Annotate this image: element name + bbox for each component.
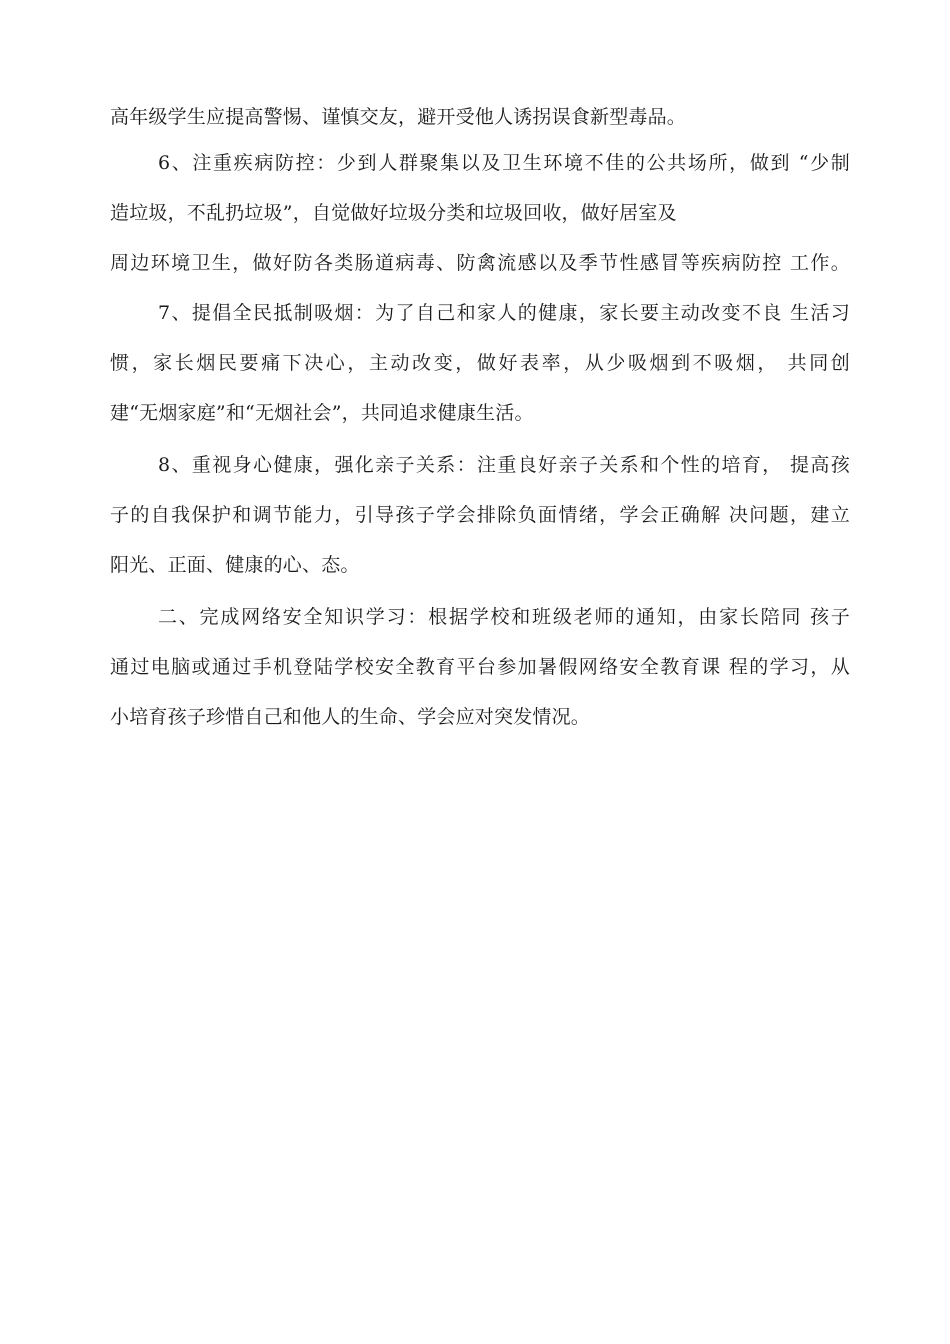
text-line-2: 6、注重疾病防控：少到人群聚集以及卫生环境不佳的公共场所，做到 “少制 <box>158 152 850 174</box>
text-line-6: 惯，家长烟民要痛下决心，主动改变，做好表率，从少吸烟到不吸烟， 共同创 <box>110 352 850 374</box>
text-line-1: 高年级学生应提高警惕、谨慎交友，避开受他人诱拐误食新型毒品。 <box>110 106 687 128</box>
text-line-11: 二、完成网络安全知识学习：根据学校和班级老师的通知，由家长陪同 孩子 <box>158 606 850 628</box>
text-line-4: 周边环境卫生，做好防各类肠道病毒、防禽流感以及季节性感冒等疾病防控 工作。 <box>110 252 850 274</box>
text-line-9: 子的自我保护和调节能力，引导孩子学会排除负面情绪，学会正确解 决问题，建立 <box>110 504 850 526</box>
text-line-3: 造垃圾，不乱扔垃圾”，自觉做好垃圾分类和垃圾回收，做好居室及 <box>110 202 677 224</box>
text-line-7: 建“无烟家庭”和“无烟社会”，共同追求健康生活。 <box>110 402 534 424</box>
text-line-12: 通过电脑或通过手机登陆学校安全教育平台参加暑假网络安全教育课 程的学习，从 <box>110 656 850 678</box>
text-line-13: 小培育孩子珍惜自己和他人的生命、学会应对突发情况。 <box>110 706 591 728</box>
text-line-10: 阳光、正面、健康的心、态。 <box>110 554 360 576</box>
text-line-8: 8、重视身心健康，强化亲子关系：注重良好亲子关系和个性的培育， 提高孩 <box>158 454 850 476</box>
text-line-5: 7、提倡全民抵制吸烟：为了自己和家人的健康，家长要主动改变不良 生活习 <box>158 302 850 324</box>
